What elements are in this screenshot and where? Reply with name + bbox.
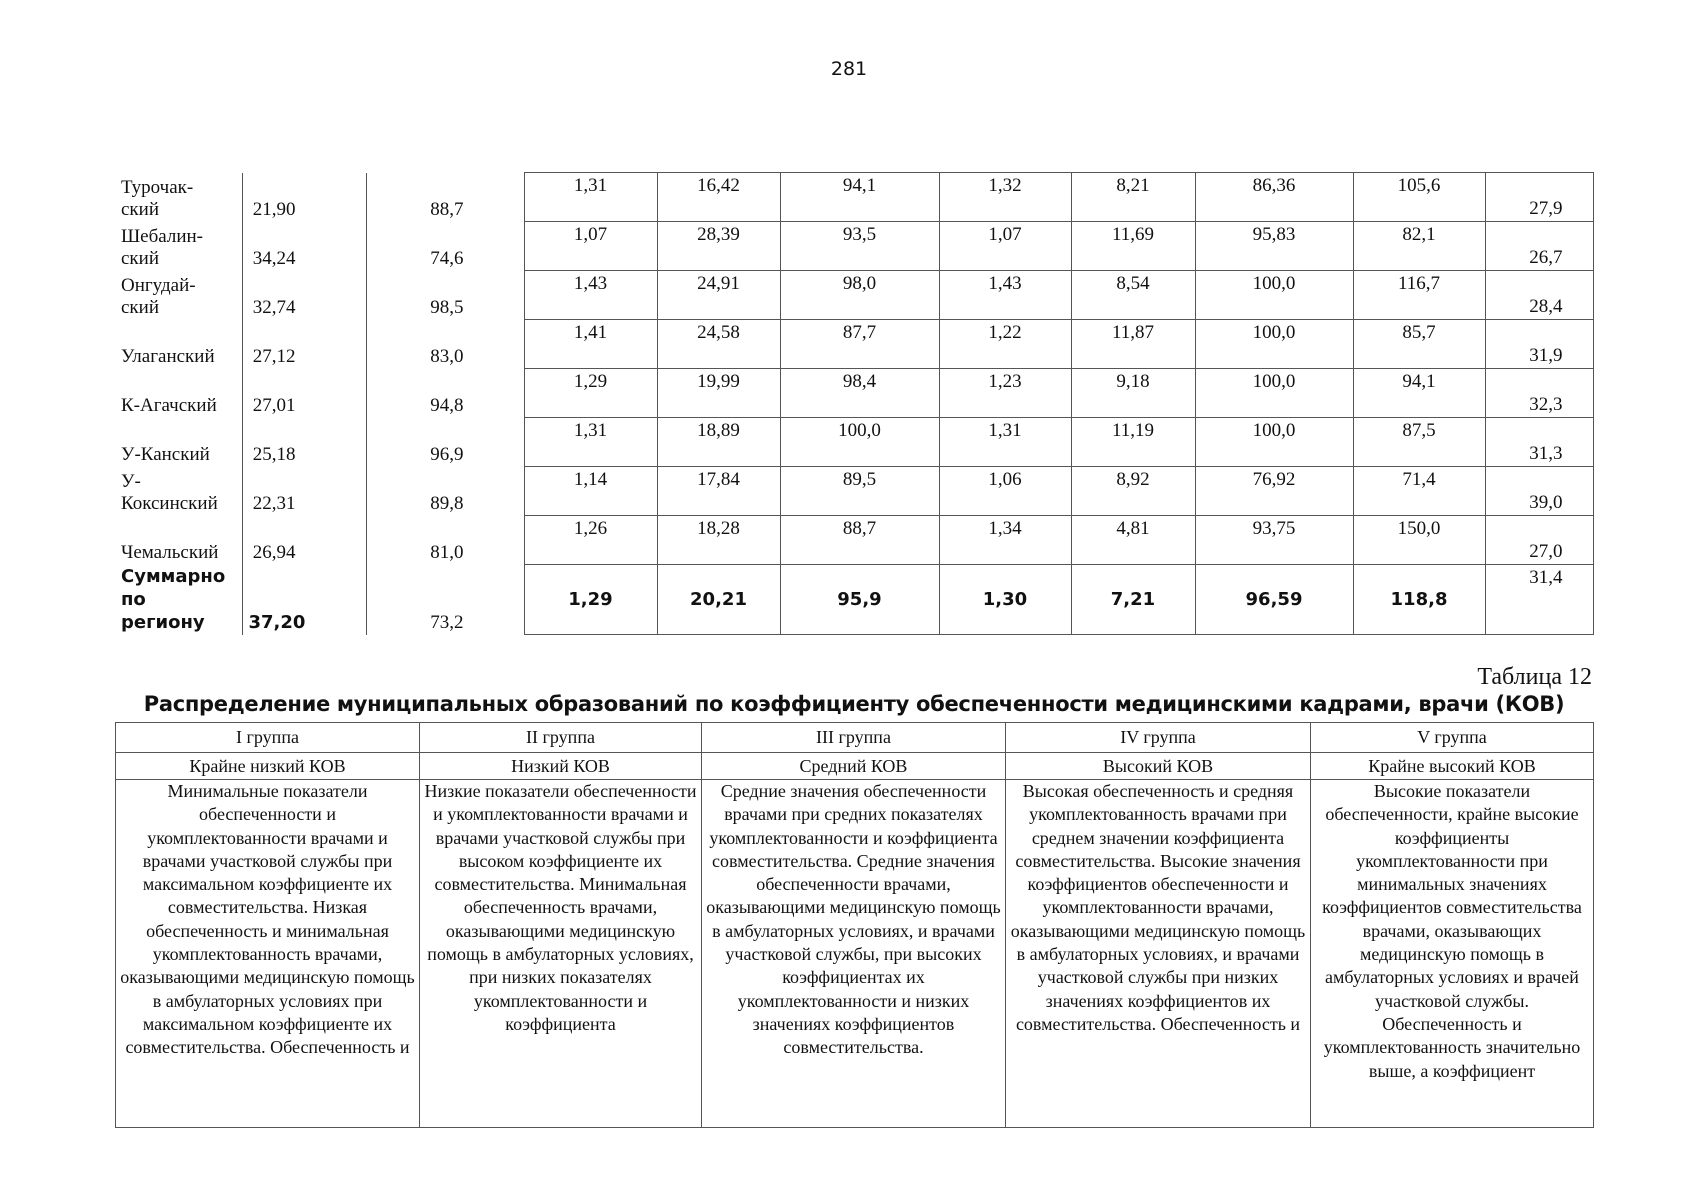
value-cell: 93,75 xyxy=(1195,516,1353,565)
value-cell: 7,21 xyxy=(1071,565,1195,635)
district-row xyxy=(115,320,1593,369)
value-cell: 82,1 xyxy=(1353,222,1485,271)
value-cell: 18,89 xyxy=(657,418,780,467)
value-cell: 24,91 xyxy=(657,271,780,320)
value-cell: 28,4 xyxy=(1485,271,1593,320)
value-cell: 32,3 xyxy=(1485,369,1593,418)
kov-groups-table xyxy=(115,722,1594,1128)
value-cell: 100,0 xyxy=(1195,320,1353,369)
value-cell: 1,07 xyxy=(939,222,1071,271)
value-cell: 83,0 xyxy=(366,320,524,369)
value-cell: 37,20 xyxy=(242,565,366,635)
total-row xyxy=(115,565,1593,635)
value-cell: 8,21 xyxy=(1071,173,1195,222)
district-row xyxy=(115,467,1593,516)
value-cell: 94,1 xyxy=(780,173,939,222)
value-cell: 19,99 xyxy=(657,369,780,418)
value-cell: 26,7 xyxy=(1485,222,1593,271)
value-cell: 18,28 xyxy=(657,516,780,565)
value-cell: 31,4 xyxy=(1485,565,1593,635)
value-cell: 87,5 xyxy=(1353,418,1485,467)
value-cell: 11,87 xyxy=(1071,320,1195,369)
value-cell: 1,14 xyxy=(524,467,657,516)
value-cell: 1,31 xyxy=(524,418,657,467)
value-cell: 98,0 xyxy=(780,271,939,320)
district-name: Турочак- ский xyxy=(115,173,242,222)
value-cell: 1,43 xyxy=(939,271,1071,320)
value-cell: 89,8 xyxy=(366,467,524,516)
value-cell: 11,19 xyxy=(1071,418,1195,467)
group-description: Высокая обеспеченность и средняя укомплектованность врачами при среднем значении коэффициента совместительства. Высокие значения коэффициентов обеспеченности и укомплектованности врачами, оказывающими медицинскую помощь в амбулаторных условиях, и врачами участковой службы при низких значениях коэффициентов их совместительства. Обеспеченность и xyxy=(1010,781,1306,1034)
value-cell: 27,01 xyxy=(242,369,366,418)
value-cell: 96,59 xyxy=(1195,565,1353,635)
value-cell: 93,5 xyxy=(780,222,939,271)
value-cell: 96,9 xyxy=(366,418,524,467)
district-name: К-Агачский xyxy=(115,369,242,418)
value-cell: 98,5 xyxy=(366,271,524,320)
value-cell: 17,84 xyxy=(657,467,780,516)
group-description: Высокие показатели обеспеченности, крайне высокие коэффициенты укомплектованности при минимальных значениях коэффициентов совместительства врачами, оказывающих медицинскую помощь в амбулаторных условиях и врачей участковой службы. Обеспеченность и укомплектованность значительно выше, а коэффициент xyxy=(1322,781,1582,1081)
district-name: У-Канский xyxy=(115,418,242,467)
group-level-row xyxy=(116,753,1594,780)
value-cell: 1,22 xyxy=(939,320,1071,369)
group-description-cell xyxy=(1006,780,1311,1128)
group-description: Низкие показатели обеспеченности и укомплектованности врачами и врачами участковой службы при высоком коэффициенте их совместительства. Минимальная обеспеченность врачами, оказывающими медицинскую помощь в амбулаторных условиях, при низких показателях укомплектованности и коэффициента xyxy=(424,781,697,1034)
group-description: Средние значения обеспеченности врачами при средних показателях укомплектованности и коэффициента совместительства. Средние значения обеспеченности врачами, оказывающими медицинскую помощь в амбулаторных условиях, и врачами участковой службы, при высоких коэффициентах их укомплектованности и низких значениях коэффициентов совместительства. xyxy=(706,781,1001,1058)
value-cell: 94,1 xyxy=(1353,369,1485,418)
district-row xyxy=(115,173,1593,222)
value-cell: 118,8 xyxy=(1353,565,1485,635)
value-cell: 20,21 xyxy=(657,565,780,635)
value-cell: 39,0 xyxy=(1485,467,1593,516)
district-name: У- Коксинский xyxy=(115,467,242,516)
value-cell: 74,6 xyxy=(366,222,524,271)
group-description-cell xyxy=(702,780,1006,1128)
district-row xyxy=(115,369,1593,418)
value-cell: 1,26 xyxy=(524,516,657,565)
value-cell: 100,0 xyxy=(1195,418,1353,467)
group-level: Средний КОВ xyxy=(702,753,1006,780)
value-cell: 100,0 xyxy=(1195,271,1353,320)
value-cell: 95,83 xyxy=(1195,222,1353,271)
group-level: Крайне высокий КОВ xyxy=(1311,753,1594,780)
group-name: I группа xyxy=(116,723,420,753)
value-cell: 26,94 xyxy=(242,516,366,565)
value-cell: 1,34 xyxy=(939,516,1071,565)
value-cell: 11,69 xyxy=(1071,222,1195,271)
value-cell: 1,29 xyxy=(524,369,657,418)
table-title: Распределение муниципальных образований по коэффициенту обеспеченности медицинскими кадрами, врачи (КОВ) xyxy=(143,692,1565,716)
value-cell: 81,0 xyxy=(366,516,524,565)
group-description-cell xyxy=(420,780,702,1128)
value-cell: 16,42 xyxy=(657,173,780,222)
value-cell: 100,0 xyxy=(1195,369,1353,418)
district-name: Суммарно по региону xyxy=(115,565,242,635)
district-row xyxy=(115,271,1593,320)
value-cell: 1,30 xyxy=(939,565,1071,635)
value-cell: 1,06 xyxy=(939,467,1071,516)
value-cell: 27,12 xyxy=(242,320,366,369)
value-cell: 22,31 xyxy=(242,467,366,516)
value-cell: 88,7 xyxy=(366,173,524,222)
value-cell: 89,5 xyxy=(780,467,939,516)
value-cell: 1,23 xyxy=(939,369,1071,418)
district-row xyxy=(115,222,1593,271)
value-cell: 76,92 xyxy=(1195,467,1353,516)
group-description-cell xyxy=(116,780,420,1128)
value-cell: 1,31 xyxy=(939,418,1071,467)
value-cell: 24,58 xyxy=(657,320,780,369)
value-cell: 85,7 xyxy=(1353,320,1485,369)
group-name: II группа xyxy=(420,723,702,753)
value-cell: 34,24 xyxy=(242,222,366,271)
value-cell: 100,0 xyxy=(780,418,939,467)
district-name: Шебалин- ский xyxy=(115,222,242,271)
group-description-row xyxy=(116,780,1594,1128)
value-cell: 4,81 xyxy=(1071,516,1195,565)
value-cell: 1,32 xyxy=(939,173,1071,222)
group-name: V группа xyxy=(1311,723,1594,753)
value-cell: 98,4 xyxy=(780,369,939,418)
value-cell: 87,7 xyxy=(780,320,939,369)
value-cell: 21,90 xyxy=(242,173,366,222)
page-number: 281 xyxy=(830,58,868,80)
value-cell: 32,74 xyxy=(242,271,366,320)
value-cell: 1,43 xyxy=(524,271,657,320)
group-description: Минимальные показатели обеспеченности и укомплектованности врачами и врачами участковой службы при максимальном коэффициенте их совместительства. Низкая обеспеченность и минимальная укомплектованность врачами, оказывающими медицинскую помощь в амбулаторных условиях при максимальном коэффициенте их совместительства. Обеспеченность и xyxy=(120,781,415,1058)
value-cell: 94,8 xyxy=(366,369,524,418)
group-description-cell xyxy=(1311,780,1594,1128)
value-cell: 27,9 xyxy=(1485,173,1593,222)
value-cell: 150,0 xyxy=(1353,516,1485,565)
value-cell: 73,2 xyxy=(366,565,524,635)
value-cell: 116,7 xyxy=(1353,271,1485,320)
value-cell: 27,0 xyxy=(1485,516,1593,565)
value-cell: 86,36 xyxy=(1195,173,1353,222)
group-level: Крайне низкий КОВ xyxy=(116,753,420,780)
group-name-row xyxy=(116,723,1594,753)
group-level: Высокий КОВ xyxy=(1006,753,1311,780)
value-cell: 31,9 xyxy=(1485,320,1593,369)
district-name: Чемальский xyxy=(115,516,242,565)
value-cell: 1,41 xyxy=(524,320,657,369)
district-row xyxy=(115,418,1593,467)
value-cell: 31,3 xyxy=(1485,418,1593,467)
value-cell: 1,07 xyxy=(524,222,657,271)
value-cell: 28,39 xyxy=(657,222,780,271)
value-cell: 9,18 xyxy=(1071,369,1195,418)
district-name: Улаганский xyxy=(115,320,242,369)
value-cell: 8,92 xyxy=(1071,467,1195,516)
value-cell: 25,18 xyxy=(242,418,366,467)
table-label: Таблица 12 xyxy=(1477,664,1592,690)
district-name: Онгудай- ский xyxy=(115,271,242,320)
value-cell: 1,29 xyxy=(524,565,657,635)
value-cell: 95,9 xyxy=(780,565,939,635)
value-cell: 105,6 xyxy=(1353,173,1485,222)
district-row xyxy=(115,516,1593,565)
value-cell: 8,54 xyxy=(1071,271,1195,320)
group-level: Низкий КОВ xyxy=(420,753,702,780)
group-name: III группа xyxy=(702,723,1006,753)
value-cell: 88,7 xyxy=(780,516,939,565)
district-statistics-table xyxy=(115,172,1594,635)
group-name: IV группа xyxy=(1006,723,1311,753)
value-cell: 1,31 xyxy=(524,173,657,222)
value-cell: 71,4 xyxy=(1353,467,1485,516)
